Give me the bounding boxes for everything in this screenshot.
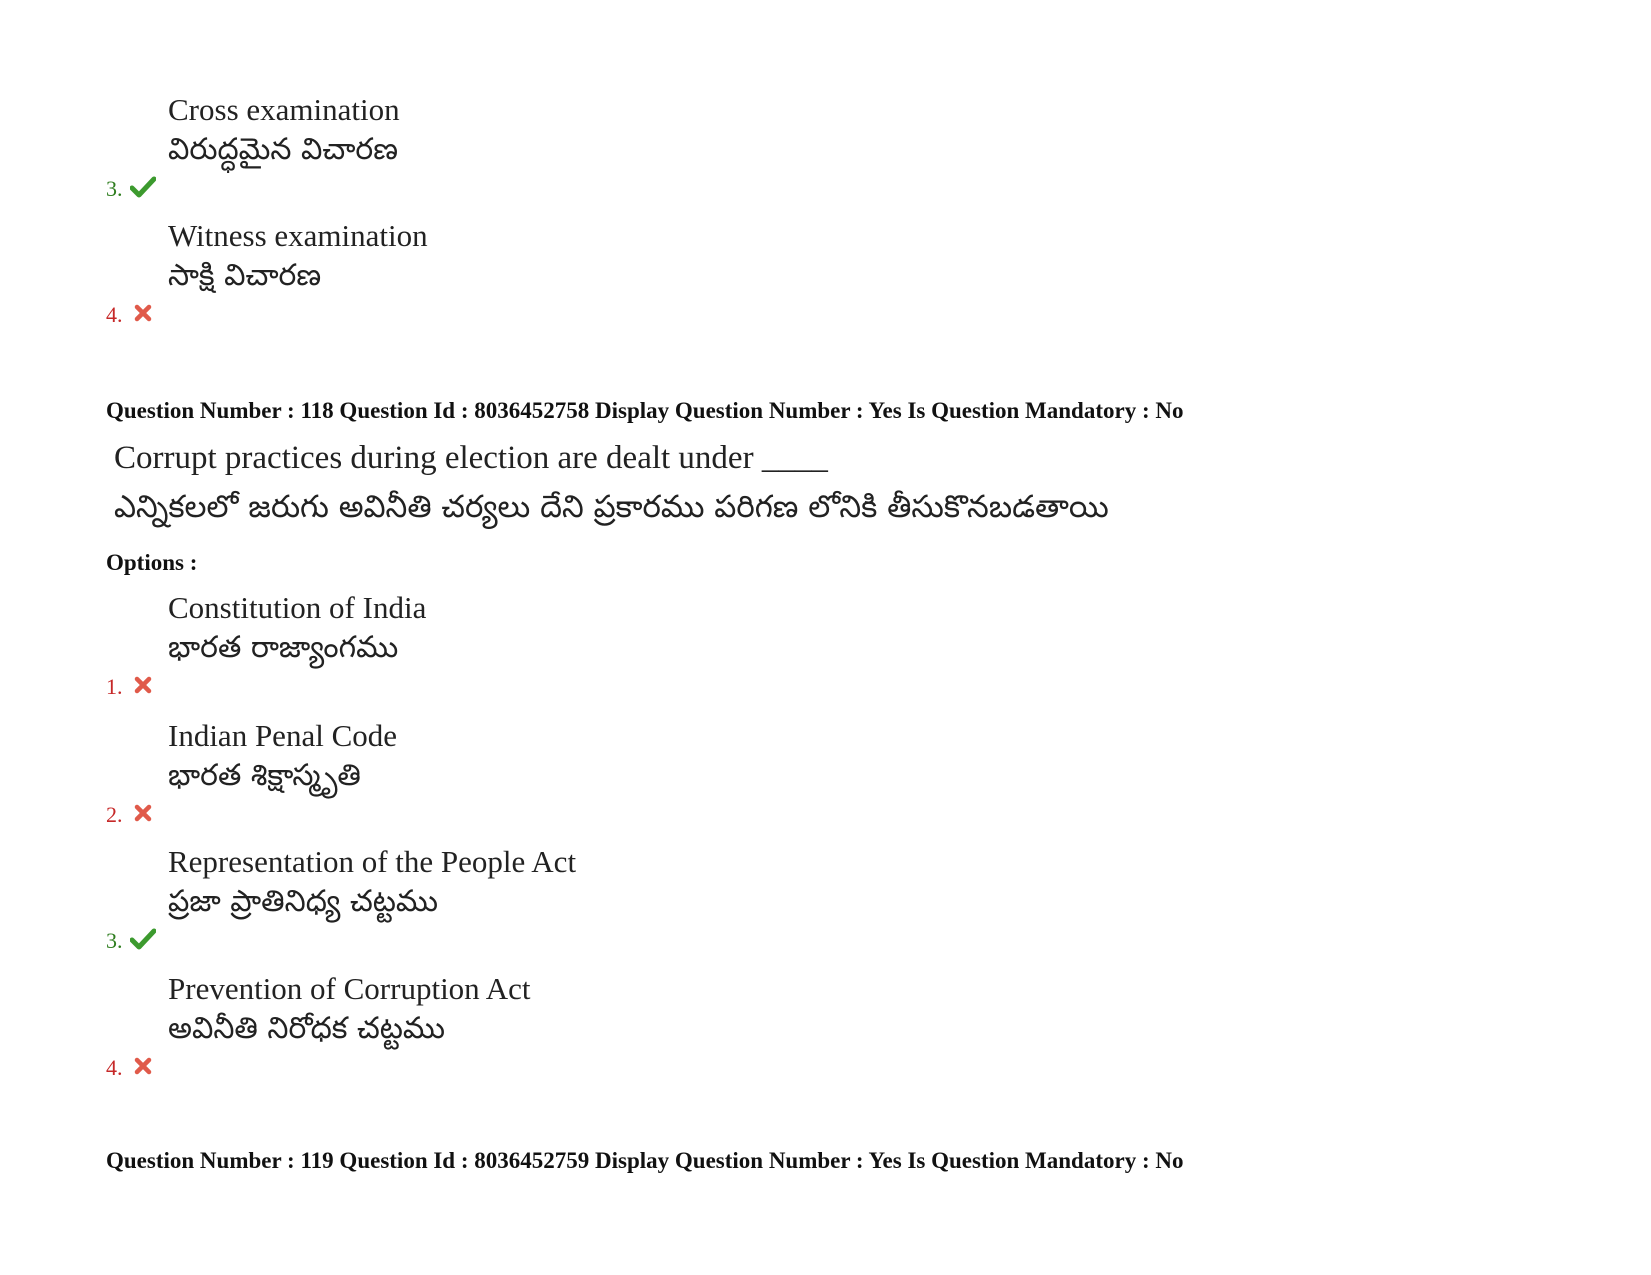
option-text-en: Cross examination [168,92,400,127]
option-3-correct [0,92,900,202]
option-number: 4. [106,302,123,327]
option-text-en: Indian Penal Code [168,718,398,753]
option-1-wrong [0,590,900,700]
option-text-en: Witness examination [168,218,428,253]
question-text-te: ఎన్నికలలో జరుగు అవినీతి చర్యలు దేని ప్రకారము పరిగణ లోనికి తీసుకొనబడతాయి [114,489,1109,525]
check-icon [130,928,156,950]
option-text-te: అవినీతి నిరోధక చట్టము [168,1011,446,1046]
option-number: 1. [106,674,123,699]
option-text-en: Constitution of India [168,590,427,625]
option-text-te: విరుద్ధమైన విచారణ [168,132,399,167]
option-text-te: ప్రజా ప్రాతినిధ్య చట్టము [168,884,439,919]
option-text-te: భారత రాజ్యాంగము [168,630,399,665]
cross-icon [130,1055,156,1077]
option-number: 3. [106,928,123,953]
option-3-correct [0,844,900,954]
question-header: Question Number : 118 Question Id : 8036452758 Display Question Number : Yes Is Question Mandatory : No [106,398,1184,423]
option-text-te: సాక్షి విచారణ [168,258,322,293]
cross-icon [130,302,156,324]
option-text-en: Prevention of Corruption Act [168,971,531,1006]
cross-icon [130,802,156,824]
option-text-en: Representation of the People Act [168,844,577,879]
question-header: Question Number : 119 Question Id : 8036452759 Display Question Number : Yes Is Question Mandatory : No [106,1148,1184,1173]
option-2-wrong [0,718,900,828]
option-number: 2. [106,802,123,827]
check-icon [130,176,156,198]
option-number: 4. [106,1055,123,1080]
option-number: 3. [106,176,123,201]
options-label: Options : [106,550,198,575]
question-text-en: Corrupt practices during election are dealt under ____ [114,440,828,476]
option-4-wrong [0,218,900,328]
option-4-wrong [0,971,900,1081]
option-text-te: భారత శిక్షాస్మృతి [168,758,361,793]
cross-icon [130,674,156,696]
